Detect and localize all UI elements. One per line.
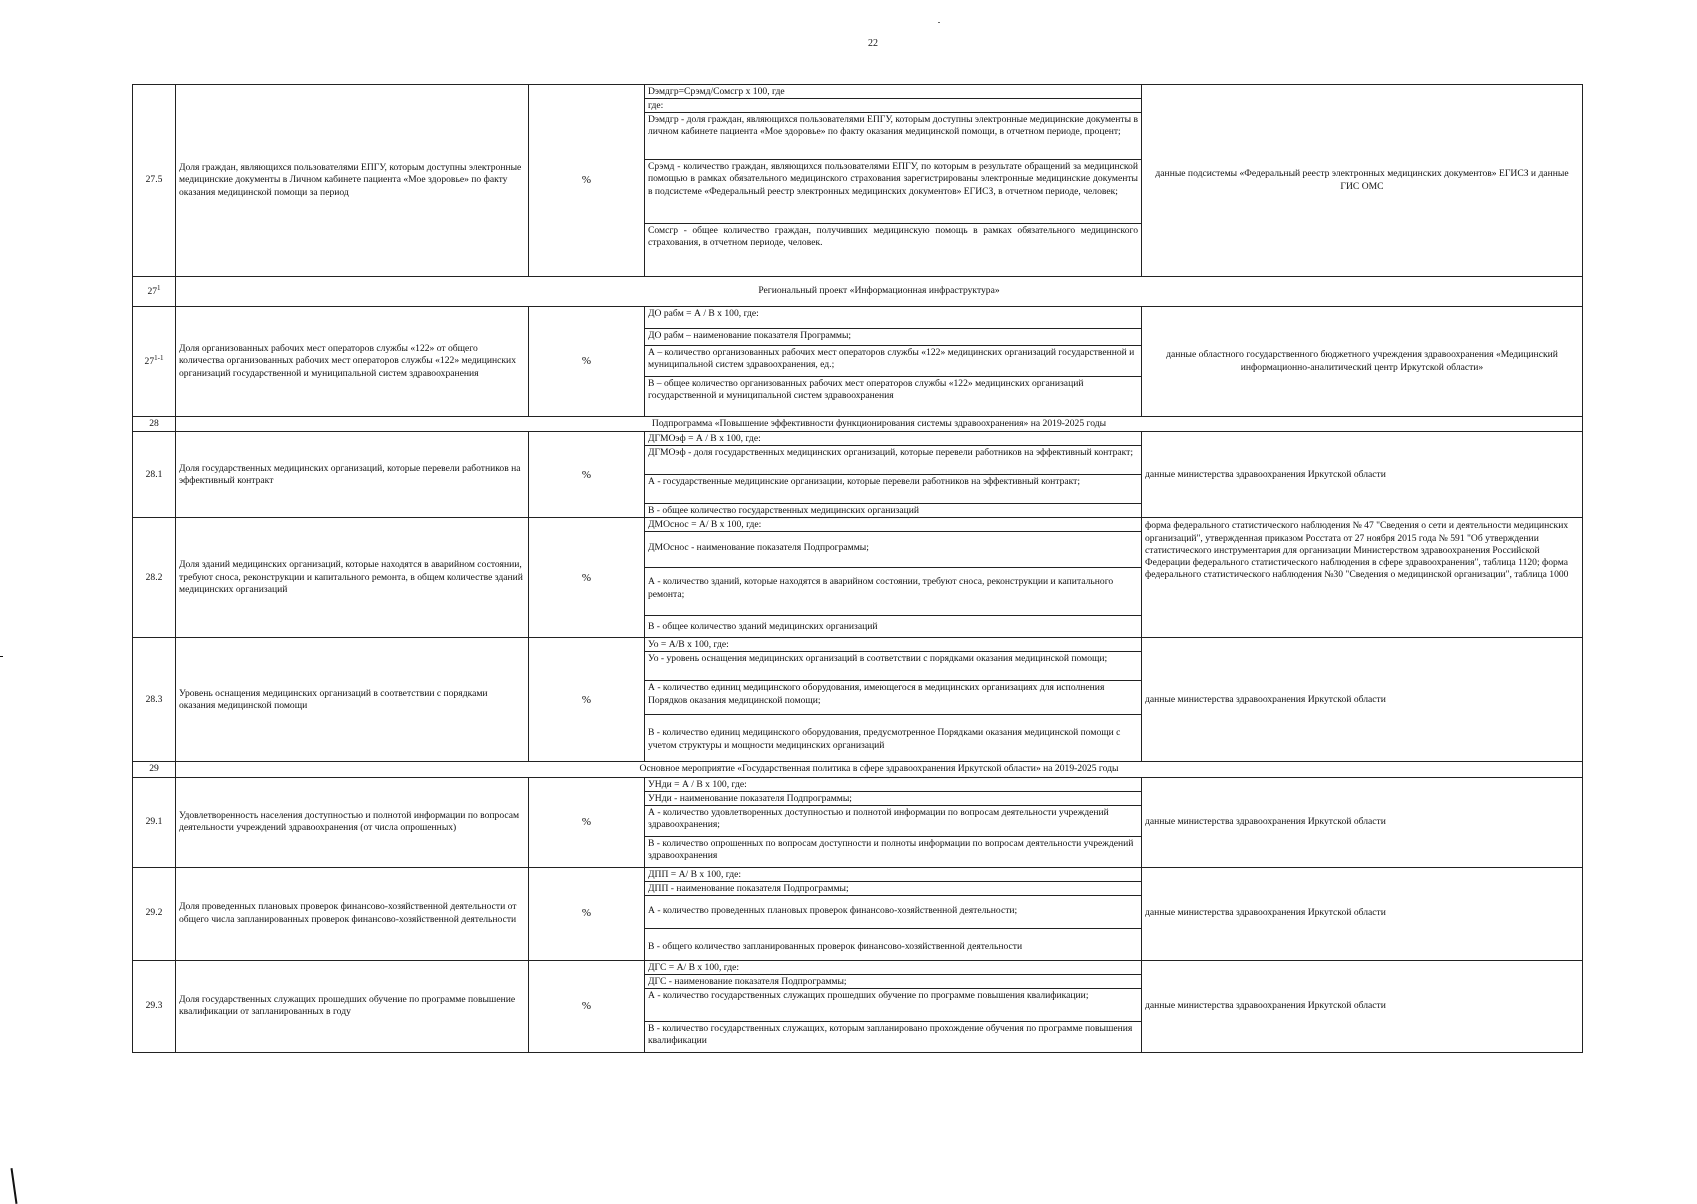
indicator-unit: % (529, 867, 645, 960)
indicator-name: Доля организованных рабочих мест операторов службы «122» от общего количества организованных рабочих мест операторов службы «122» медицинских организаций государственной и муниципальной систем здравоохранения (176, 307, 529, 417)
formula-line: В - количество государственных служащих, которым запланировано прохождение обучения по программе повышения квалификации (648, 1022, 1133, 1046)
row-number: 27$^{1-1}$ (133, 307, 176, 417)
formula-line: Dэмдгр=Срэмд/Сомсгр х 100, где (645, 85, 1141, 99)
table-row (133, 638, 1583, 762)
section-title-row (133, 762, 1583, 777)
formula-line: А - количество проведенных плановых проверок финансово-хозяйственной деятельности; (645, 896, 1141, 929)
indicator-unit: % (529, 432, 645, 518)
indicator-name: Доля граждан, являющихся пользователями ЕПГУ, которым доступны электронные медицинские документы в Личном кабинете пациента «Мое здоровье» по факту оказания медицинской помощи за период (176, 85, 529, 277)
formula-line: где: (645, 99, 1141, 113)
formula-line: Уо - уровень оснащения медицинских организаций в соответствии с порядками оказания медицинской помощи; (645, 652, 1141, 681)
indicator-name: Доля проведенных плановых проверок финансово-хозяйственной деятельности от общего числа запланированных проверок финансово-хозяйственной деятельности (176, 867, 529, 960)
formula-line: А - государственные медицинские организации, которые перевели работников на эффективный контракт; (645, 475, 1141, 504)
formula-line: ДО рабм = А / В х 100, где: (645, 307, 1141, 329)
indicator-unit: % (529, 777, 645, 867)
formula-cell (645, 960, 1142, 1052)
table-row (133, 518, 1583, 638)
formula-line: А – количество организованных рабочих мест операторов службы «122» медицинских организаций государственной и муниципальной систем здравоохранения, ед.; (645, 346, 1141, 377)
table-row (133, 960, 1583, 1052)
section-title: Региональный проект «Информационная инфраструктура» (176, 277, 1583, 307)
formula-cell (645, 777, 1142, 867)
data-source: форма федерального статистического наблюдения № 47 "Сведения о сети и деятельности медицинских организаций", утвержденная приказом Росстата от 27 ноября 2015 года № 591 "Об утверждении статистического инструментария для организации Министерством здравоохранения Российской Федерации федерального статистического наблюдения в сфере здравоохранения", таблица 1120; форма федерального статистического наблюдения №30 "Сведения о медицинской организации", таблица 1000 (1142, 518, 1583, 638)
data-source: данные министерства здравоохранения Иркутской области (1142, 867, 1583, 960)
formula-line: ДО рабм – наименование показателя Программы; (645, 329, 1141, 346)
formula-line: ДПП = А/ В х 100, где: (645, 868, 1141, 882)
row-number: 27.5 (133, 85, 176, 277)
formula-line: А - количество государственных служащих прошедших обучение по программе повышения квалификации; (645, 989, 1141, 1022)
data-source: данные министерства здравоохранения Иркутской области (1142, 777, 1583, 867)
formula-cell (645, 307, 1142, 417)
section-title: Основное мероприятие «Государственная политика в сфере здравоохранения Иркутской области» на 2019-2025 годы (176, 762, 1583, 777)
indicator-unit: % (529, 960, 645, 1052)
formula-line: В - количество единиц медицинского оборудования, предусмотренное Порядками оказания медицинской помощи с учетом структуры и мощности медицинских организаций (648, 727, 1121, 751)
row-number: 28 (133, 417, 176, 432)
section-title-row (133, 417, 1583, 432)
row-number: $27^1$ (133, 277, 176, 307)
formula-line: В - общее количество зданий медицинских организаций (648, 621, 878, 633)
row-number: 29.3 (133, 960, 176, 1052)
formula-line: ДМОснос - наименование показателя Подпрограммы; (645, 532, 1141, 568)
formula-cell (645, 432, 1142, 518)
scan-artifact-dash (0, 656, 3, 657)
data-source: данные областного государственного бюджетного учреждения здравоохранения «Медицинский информационно-аналитический центр Иркутской области» (1142, 307, 1583, 417)
formula-line: УНди = А / В х 100, где: (645, 778, 1141, 792)
formula-line: ДГС = А/ В х 100, где: (645, 961, 1141, 975)
data-source: данные министерства здравоохранения Иркутской области (1142, 960, 1583, 1052)
scan-artifact-margin-line (11, 1168, 18, 1204)
formula-cell (645, 85, 1142, 277)
data-source: данные министерства здравоохранения Иркутской области (1142, 432, 1583, 518)
row-number: 29.1 (133, 777, 176, 867)
formula-line: Уо = А/В х 100, где: (645, 638, 1141, 652)
row-number: 29 (133, 762, 176, 777)
data-source: данные подсистемы «Федеральный реестр электронных медицинских документов» ЕГИСЗ и данные ГИС ОМС (1142, 85, 1583, 277)
page-number: 22 (868, 38, 878, 49)
indicator-unit: % (529, 85, 645, 277)
indicator-name: Доля государственных служащих прошедших обучение по программе повышение квалификации от запланированных в году (176, 960, 529, 1052)
row-number: 28.3 (133, 638, 176, 762)
formula-cell (645, 867, 1142, 960)
indicator-unit: % (529, 518, 645, 638)
formula-line: А - количество зданий, которые находятся в аварийном состоянии, требуют сноса, реконструкции и капитального ремонта; (645, 568, 1141, 616)
formula-line: ДМОснос = А/ В х 100, где: (645, 518, 1141, 532)
indicators-table (132, 84, 1583, 1053)
formula-line: А - количество удовлетворенных доступностью и полнотой информации по вопросам деятельности учреждений здравоохранения; (645, 806, 1141, 837)
indicator-name: Удовлетворенность населения доступностью и полнотой информации по вопросам деятельности учреждений здравоохранения (от числа опрошенных) (176, 777, 529, 867)
table-row (133, 85, 1583, 277)
formula-line: ДГС - наименование показателя Подпрограммы; (645, 975, 1141, 989)
formula-line: Dэмдгр - доля граждан, являющихся пользователями ЕПГУ, которым доступны электронные медицинские документы в личном кабинете пациента «Мое здоровье» по факту оказания медицинской помощи, в отчетном периоде, процент; (645, 113, 1141, 160)
formula-line: УНди - наименование показателя Подпрограммы; (645, 792, 1141, 806)
formula-cell (645, 518, 1142, 638)
section-title: Подпрограмма «Повышение эффективности функционирования системы здравоохранения» на 2019-2025 годы (176, 417, 1583, 432)
data-source: данные министерства здравоохранения Иркутской области (1142, 638, 1583, 762)
formula-line: В - общего количество запланированных проверок финансово-хозяйственной деятельности (648, 940, 1023, 952)
formula-line: В - общее количество государственных медицинских организаций (648, 505, 920, 517)
table-row (133, 432, 1583, 518)
formula-line: Срэмд - количество граждан, являющихся пользователями ЕПГУ, по которым в результате обращений за медицинской помощью в рамках обязательного медицинского страхования зарегистрированы электронные медицинские документы в подсистеме «Федеральный реестр электронных медицинских документов» ЕГИСЗ, в отчетном периоде, человек; (645, 160, 1141, 224)
table-row (133, 307, 1583, 417)
indicator-unit: % (529, 307, 645, 417)
indicator-name: Доля зданий медицинских организаций, которые находятся в аварийном состоянии, требуют сноса, реконструкции и капитального ремонта, в общем количестве зданий медицинских организаций (176, 518, 529, 638)
formula-cell (645, 638, 1142, 762)
row-number: 29.2 (133, 867, 176, 960)
row-number: 28.2 (133, 518, 176, 638)
formula-line: А - количество единиц медицинского оборудования, имеющегося в медицинских организациях для исполнения Порядков оказания медицинской помощи; (645, 681, 1141, 715)
formula-line: ДПП - наименование показателя Подпрограммы; (645, 882, 1141, 896)
formula-line: ДГМОэф = А / В х 100, где: (645, 432, 1141, 446)
table-row (133, 867, 1583, 960)
indicator-name: Уровень оснащения медицинских организаций в соответствии с порядками оказания медицинской помощи (176, 638, 529, 762)
formula-line: Сомсгр - общее количество граждан, получивших медицинскую помощь в рамках обязательного медицинского страхования, в отчетном периоде, человек. (648, 225, 1138, 249)
indicator-unit: % (529, 638, 645, 762)
indicator-name: Доля государственных медицинских организаций, которые перевели работников на эффективный контракт (176, 432, 529, 518)
scan-artifact-tick (938, 22, 940, 23)
formula-line: В - количество опрошенных по вопросам доступности и полноты информации по вопросам деятельности учреждений здравоохранения (648, 837, 1134, 861)
table-row (133, 777, 1583, 867)
formula-line: В – общее количество организованных рабочих мест операторов службы «122» медицинских организаций государственной и муниципальной систем здравоохранения (648, 378, 1084, 402)
section-title-row (133, 277, 1583, 307)
formula-line: ДГМОэф - доля государственных медицинских организаций, которые перевели работников на эффективный контракт; (645, 446, 1141, 475)
row-number: 28.1 (133, 432, 176, 518)
